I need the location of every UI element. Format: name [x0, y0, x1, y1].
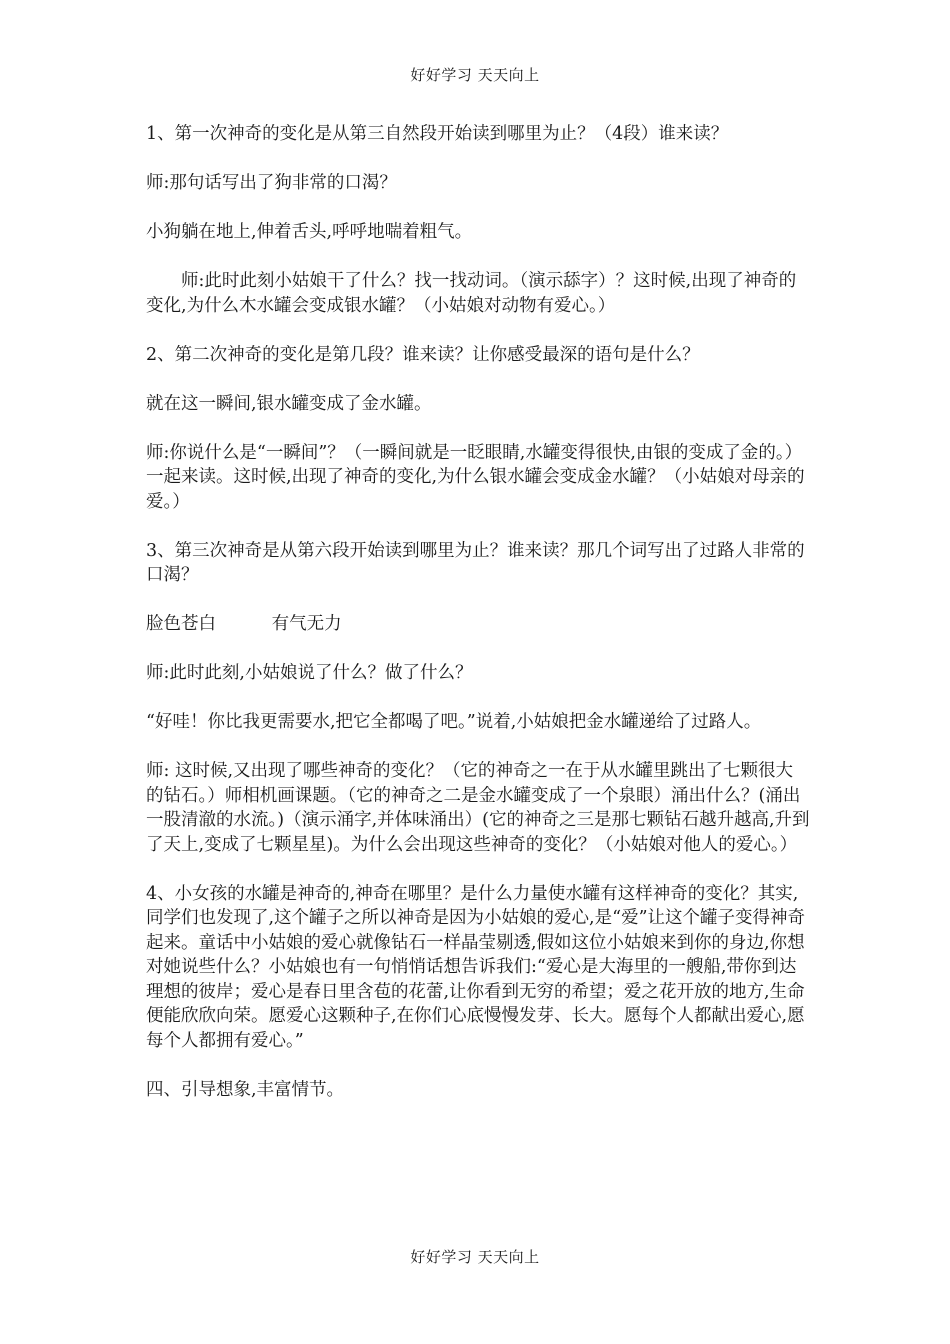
paragraph-teacher-q1: 师:那句话写出了狗非常的口渴？ — [146, 173, 397, 193]
paragraph-instant-sentence: 就在这一瞬间,银水罐变成了金水罐。 — [146, 393, 432, 414]
paragraph-q4: 4、小女孩的水罐是神奇的,神奇在哪里？是什么力量使水罐有这样神奇的变化？其实,同学们也发现了,这个罐子之所以神奇是因为小姑娘的爱心,是“爱”让这个罐子变得神奇起来。童话中小姑娘的爱心就像钻石一样晶莹剔透,假如这位小姑娘来到你的身边,你想对她说些什么？小姑娘也有一句悄悄话想告诉我们:“爱心是大海里的一艘船,带你到达理想的彼岸；爱心是春日里含苞的花蕾,让你看到无穷的希望；爱之花开放的地方,生命便能欣欣向荣。愿爱心这颗种子,在你们心底慢慢发芽、长大。愿每个人都献出爱心,愿每个人都拥有爱心。” — [146, 883, 806, 1051]
page-footer: 好好学习 天天向上 — [410, 1248, 540, 1266]
paragraph-section-four: 四、引导想象,丰富情节。 — [146, 1079, 345, 1100]
paragraph-teacher-verb: 师:此时此刻小姑娘干了什么？找一找动词。（演示舔字）？这时候,出现了神奇的变化,为什么木水罐会变成银水罐？（小姑娘对动物有爱心。） — [146, 271, 797, 316]
paragraph-key-words: 脸色苍白 有气无力 — [146, 614, 342, 634]
document-body — [146, 122, 810, 1127]
paragraph-teacher-q3: 师:此时此刻,小姑娘说了什么？做了什么？ — [146, 663, 473, 683]
paragraph-q2: 2、第二次神奇的变化是第几段？谁来读？让你感受最深的语句是什么？ — [146, 344, 700, 365]
page-header: 好好学习 天天向上 — [410, 66, 540, 84]
paragraph-teacher-changes: 师: 这时候,又出现了哪些神奇的变化？（它的神奇之一在于从水罐里跳出了七颗很大的钻石。）师相机画课题。（它的神奇之二是金水罐变成了一个泉眼）涌出什么？(涌出一股清澈的水流。)（演示涌字,并体味涌出）(它的神奇之三是那七颗钻石越升越高,升到了天上,变成了七颗星星)。为什么会出现这些神奇的变化？（小姑娘对他人的爱心。） — [146, 761, 810, 855]
paragraph-q1: 1、第一次神奇的变化是从第三自然段开始读到哪里为止？（4段）谁来读？ — [146, 124, 729, 144]
paragraph-q3: 3、第三次神奇是从第六段开始读到哪里为止？谁来读？那几个词写出了过路人非常的口渴？ — [146, 540, 805, 585]
paragraph-dog-sentence: 小狗躺在地上,伸着舌头,呼呼地喘着粗气。 — [146, 222, 473, 242]
paragraph-teacher-instant: 师:你说什么是“一瞬间”？（一瞬间就是一眨眼睛,水罐变得很快,由银的变成了金的。）一起来读。这时候,出现了神奇的变化,为什么银水罐会变成金水罐？（小姑娘对母亲的爱。） — [146, 442, 805, 512]
paragraph-girl-quote: “好哇！你比我更需要水,把它全都喝了吧。”说着,小姑娘把金水罐递给了过路人。 — [146, 712, 762, 732]
